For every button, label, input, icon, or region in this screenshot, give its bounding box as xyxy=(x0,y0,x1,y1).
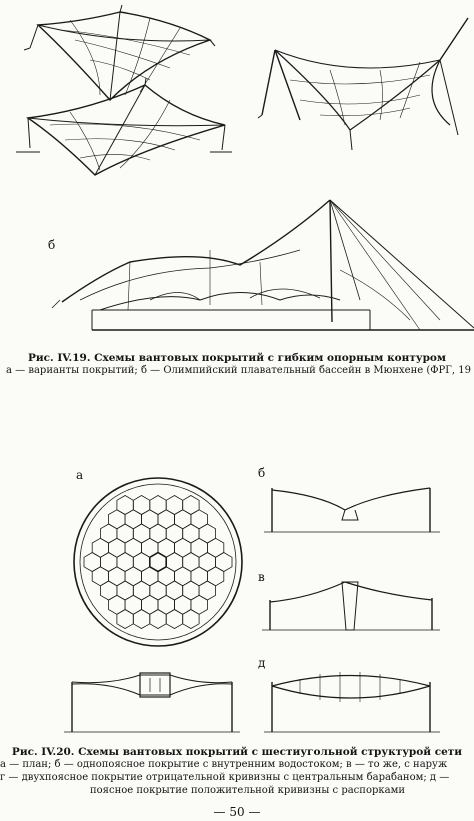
hex-cell xyxy=(183,610,199,629)
section-g xyxy=(64,673,240,732)
section-v xyxy=(262,582,440,630)
hex-cell xyxy=(191,510,208,529)
fig19-caption-title: Рис. IV.19. Схемы вантовых покрытий с гибким опорным контуром xyxy=(27,352,447,364)
fig20-caption-line-1: а — план; б — однопоясное покрытие с внутренним водостоком; в — то же, с наруж xyxy=(0,759,448,770)
hex-cell xyxy=(158,567,175,586)
fig20-label-v: в xyxy=(258,570,265,584)
hex-cell xyxy=(92,538,108,557)
hexagon-grid xyxy=(84,496,232,629)
hex-cell xyxy=(166,610,183,629)
section-b xyxy=(264,488,440,532)
hex-cell xyxy=(92,567,108,586)
hex-cell xyxy=(207,538,223,557)
hex-cell xyxy=(142,567,159,586)
figure-iv20-drawing xyxy=(0,460,474,740)
fig20-label-a: а xyxy=(76,468,84,482)
munich-pool-section xyxy=(52,200,474,330)
hex-cell xyxy=(191,567,208,586)
figure-iv19-drawing xyxy=(0,0,474,350)
hex-cell xyxy=(125,510,141,529)
fig20-label-b: б xyxy=(258,466,266,480)
hex-cell xyxy=(125,538,141,557)
fig20-label-d: д xyxy=(258,656,266,670)
tent-variant-1 xyxy=(24,5,215,100)
fig19-caption-line: а — варианты покрытий; б — Олимпийский плавательный бассейн в Мюнхене (ФРГ, 19 xyxy=(6,365,471,376)
hex-cell xyxy=(175,538,191,557)
hex-cell xyxy=(191,538,208,557)
hex-cell xyxy=(175,595,191,614)
hex-cell xyxy=(125,567,141,586)
tent-variant-3 xyxy=(258,18,468,150)
hex-cell xyxy=(125,595,141,614)
figure-iv20 xyxy=(0,460,474,740)
fig20-caption-line-3: поясное покрытие положительной кривизны с распорками xyxy=(90,785,406,796)
hex-cell xyxy=(133,610,150,629)
hex-cell xyxy=(142,510,159,529)
hex-cell xyxy=(207,567,223,586)
hex-cell xyxy=(109,538,126,557)
tent-variant-2 xyxy=(16,78,232,175)
page-number: — 50 — xyxy=(213,805,261,819)
fig19-label-b: б xyxy=(48,238,56,252)
hex-cell xyxy=(175,567,191,586)
hex-cell xyxy=(109,510,126,529)
section-d xyxy=(264,672,440,732)
figure-iv20-caption xyxy=(0,746,474,797)
hex-cell xyxy=(158,595,175,614)
hex-cell xyxy=(109,567,126,586)
figure-iv19-caption xyxy=(0,352,474,377)
hex-cell xyxy=(142,595,159,614)
fig20-caption-line-2: г — двухпоясное покрытие отрицательной кривизны с центральным барабаном; д — xyxy=(0,772,450,783)
hex-cell xyxy=(175,510,191,529)
figure-iv19 xyxy=(0,0,474,350)
hex-cell xyxy=(150,610,166,629)
hex-cell xyxy=(191,595,208,614)
fig20-caption-title: Рис. IV.20. Схемы вантовых покрытий с шестиугольной структурой сети xyxy=(11,746,463,758)
hex-cell xyxy=(109,595,126,614)
hex-cell xyxy=(117,610,133,629)
hex-cell xyxy=(158,510,175,529)
plan-circle xyxy=(74,478,242,646)
